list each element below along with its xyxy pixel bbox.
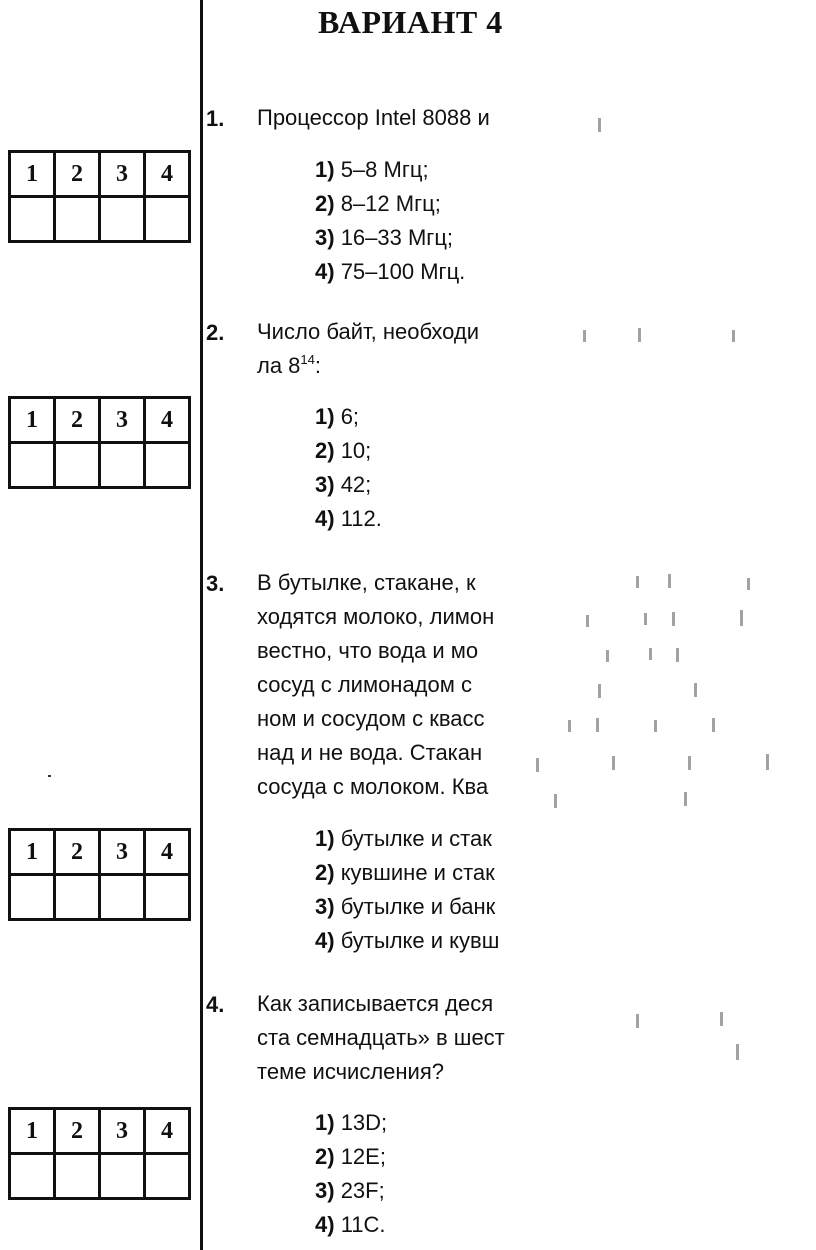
answer-cell[interactable] — [55, 1154, 100, 1199]
question-4-line-1: Как записывается деся — [257, 991, 494, 1016]
question-3-line-7: сосуда с молоком. Ква — [257, 774, 489, 799]
question-3-line-4: сосуд с лимонадом с — [257, 672, 472, 697]
grid-label: 1 — [10, 830, 55, 875]
question-3-line-1: В бутылке, стакане, к — [257, 570, 476, 595]
vertical-divider — [200, 0, 203, 1250]
question-4-option-4: 4) 11C. — [315, 1212, 386, 1237]
answer-grid-q1 — [8, 150, 191, 243]
question-2-line-1: Число байт, необходи — [257, 319, 479, 344]
answer-cell[interactable] — [10, 875, 55, 920]
grid-label: 4 — [145, 398, 190, 443]
question-4-number: 4. — [206, 992, 225, 1017]
scan-artifact — [736, 1044, 739, 1060]
scan-artifact — [568, 720, 571, 732]
answer-cell[interactable] — [55, 443, 100, 488]
question-1-option-4: 4) 75–100 Мгц. — [315, 259, 466, 284]
grid-label: 4 — [145, 830, 190, 875]
page-title: ВАРИАНТ 4 — [318, 4, 503, 40]
answer-grid-q2 — [8, 396, 191, 489]
answer-cell[interactable] — [145, 443, 190, 488]
grid-label: 3 — [100, 1109, 145, 1154]
scan-artifact — [596, 718, 599, 732]
scan-artifact — [654, 720, 657, 732]
question-1-line: Процессор Intel 8088 и — [257, 105, 490, 130]
scan-artifact — [586, 615, 589, 627]
scan-artifact — [612, 756, 615, 770]
scan-artifact — [636, 576, 639, 588]
question-3-line-3: вестно, что вода и мо — [257, 638, 479, 663]
question-3-line-5: ном и сосудом с квасс — [257, 706, 485, 731]
scan-artifact — [598, 118, 601, 132]
question-2-option-2: 2) 10; — [315, 438, 372, 463]
scan-artifact — [676, 648, 679, 662]
scan-artifact — [536, 758, 539, 772]
scan-artifact — [684, 792, 687, 806]
answer-cell[interactable] — [100, 197, 145, 242]
grid-label: 3 — [100, 830, 145, 875]
scan-artifact — [636, 1014, 639, 1028]
question-1-option-1: 1) 5–8 Мгц; — [315, 157, 429, 182]
answer-cell[interactable] — [100, 1154, 145, 1199]
answer-cell[interactable] — [10, 197, 55, 242]
question-4-line-3: теме исчисления? — [257, 1059, 444, 1084]
answer-cell[interactable] — [10, 443, 55, 488]
scan-artifact — [583, 330, 586, 342]
question-4-option-2: 2) 12E; — [315, 1144, 386, 1169]
scan-artifact — [649, 648, 652, 660]
grid-label: 1 — [10, 1109, 55, 1154]
scan-artifact — [712, 718, 715, 732]
grid-label: 2 — [55, 1109, 100, 1154]
question-3-option-4: 4) бутылке и кувш — [315, 928, 500, 953]
answer-cell[interactable] — [100, 443, 145, 488]
scan-artifact — [688, 756, 691, 770]
question-1-option-3: 3) 16–33 Мгц; — [315, 225, 454, 250]
question-4-line-2: ста семнадцать» в шест — [257, 1025, 505, 1050]
question-4-option-1: 1) 13D; — [315, 1110, 388, 1135]
scan-artifact — [554, 794, 557, 808]
scan-artifact — [732, 330, 735, 342]
answer-cell[interactable] — [100, 875, 145, 920]
scan-artifact — [598, 684, 601, 698]
answer-cell[interactable] — [10, 1154, 55, 1199]
answer-cell[interactable] — [145, 1154, 190, 1199]
grid-label: 3 — [100, 398, 145, 443]
scan-artifact — [766, 754, 769, 770]
question-2-line-2: ла $8^{14}$: — [257, 352, 322, 378]
question-4-option-3: 3) 23F; — [315, 1178, 385, 1203]
question-3-line-6: над и не вода. Стакан — [257, 740, 483, 765]
scan-artifact — [747, 578, 750, 590]
answer-grid-q3 — [8, 828, 191, 921]
grid-label: 2 — [55, 152, 100, 197]
grid-label: 1 — [10, 152, 55, 197]
scan-artifact — [720, 1012, 723, 1026]
question-3-option-1: 1) бутылке и стак — [315, 826, 492, 851]
grid-label: 2 — [55, 398, 100, 443]
answer-cell[interactable] — [55, 197, 100, 242]
question-2-option-3: 3) 42; — [315, 472, 372, 497]
answer-cell[interactable] — [145, 197, 190, 242]
question-2-option-1: 1) 6; — [315, 404, 360, 429]
scan-artifact — [606, 650, 609, 662]
question-2-number: 2. — [206, 320, 225, 345]
answer-cell[interactable] — [55, 875, 100, 920]
grid-label: 1 — [10, 398, 55, 443]
grid-label: 3 — [100, 152, 145, 197]
grid-label: 4 — [145, 1109, 190, 1154]
question-3-line-2: ходятся молоко, лимон — [257, 604, 495, 629]
answer-grid-q4 — [8, 1107, 191, 1200]
answer-cell[interactable] — [145, 875, 190, 920]
grid-label: 4 — [145, 152, 190, 197]
question-1-number: 1. — [206, 106, 225, 131]
scan-artifact — [672, 612, 675, 626]
scan-artifact — [694, 683, 697, 697]
question-2-option-4: 4) 112. — [315, 506, 382, 531]
scan-artifact — [668, 574, 671, 588]
scan-speck — [48, 775, 51, 777]
scan-artifact — [740, 610, 743, 626]
question-3-option-3: 3) бутылке и банк — [315, 894, 496, 919]
grid-label: 2 — [55, 830, 100, 875]
scan-artifact — [644, 613, 647, 625]
question-3-number: 3. — [206, 571, 225, 596]
scan-artifact — [638, 328, 641, 342]
question-1-option-2: 2) 8–12 Мгц; — [315, 191, 441, 216]
question-3-option-2: 2) кувшине и стак — [315, 860, 495, 885]
